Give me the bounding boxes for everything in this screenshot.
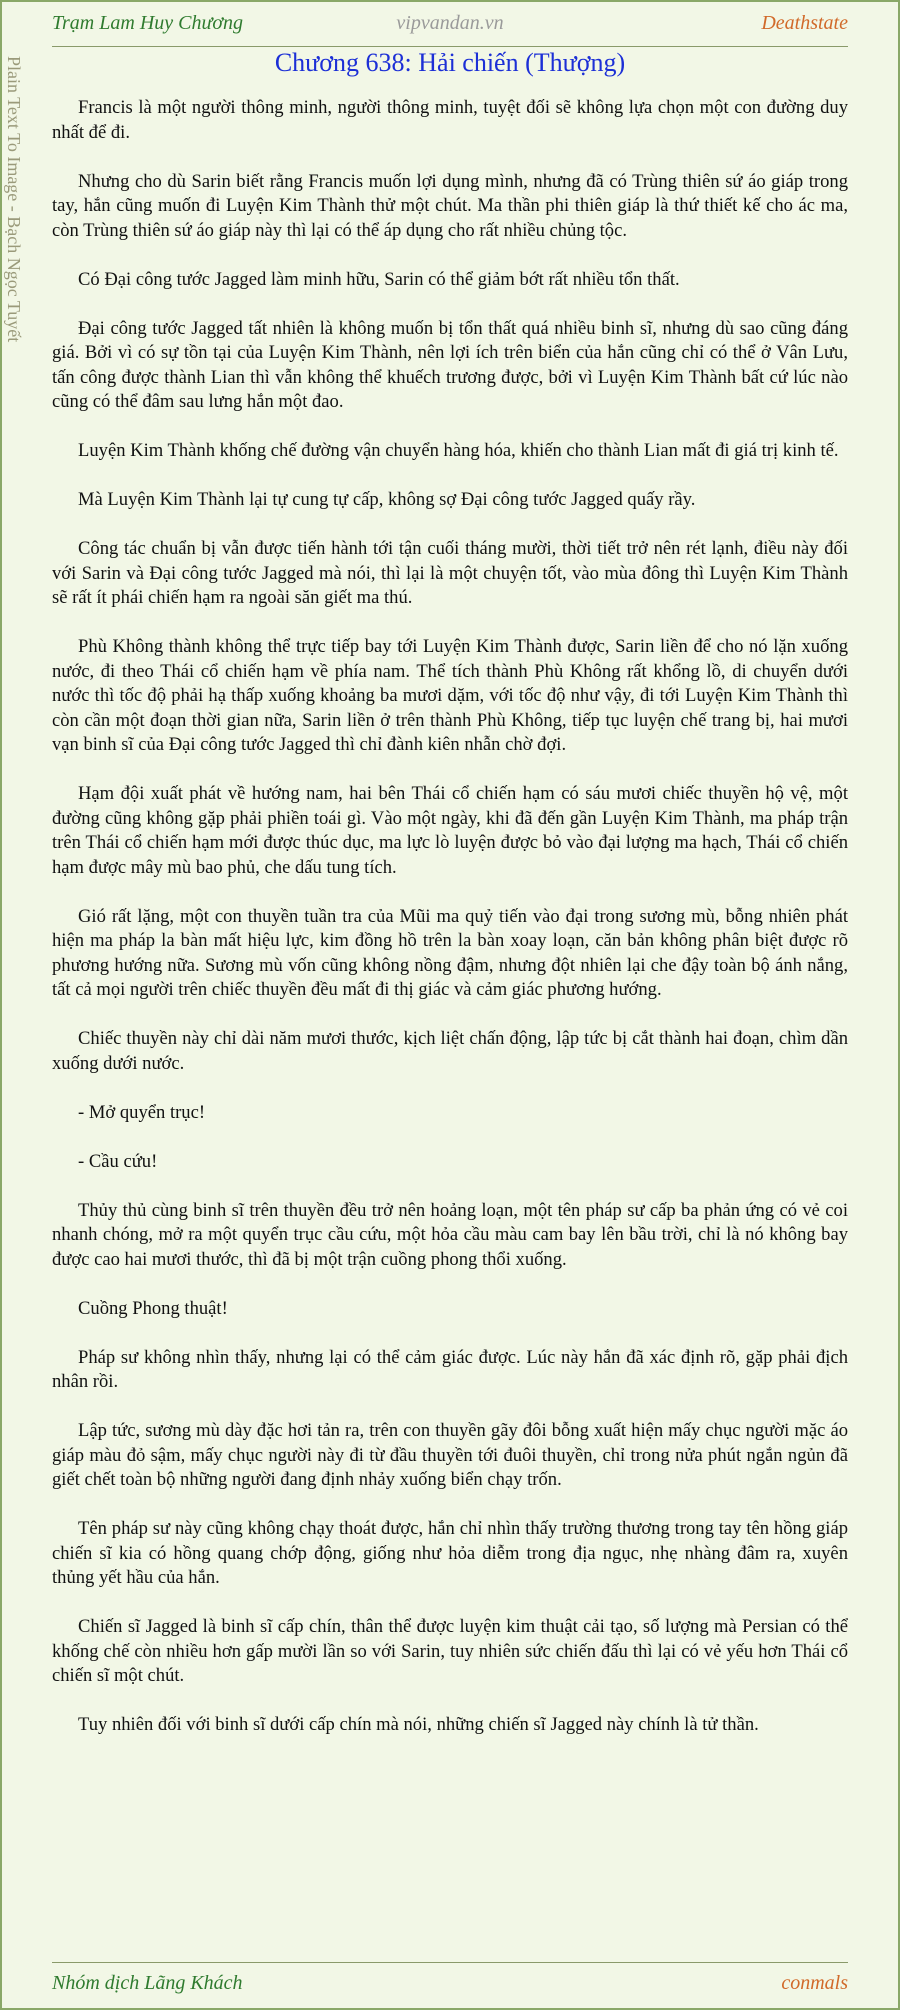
paragraph: Công tác chuẩn bị vẫn được tiến hành tới tận cuối tháng mười, thời tiết trở nên rét lạnh, điều này đối với Sarin và Đại công tước Jagged mà nói, thì lại là một chuyện tốt, vào mùa đông thì Luyện Kim Thành sẽ rất ít phái chiến hạm ra ngoài săn giết ma thú.: [52, 538, 848, 608]
sidebar-watermark: [2, 56, 46, 436]
paragraph: Pháp sư không nhìn thấy, nhưng lại có thể cảm giác được. Lúc này hắn đã xác định rõ, gặp phải địch nhân rồi.: [52, 1346, 848, 1392]
paragraph: Chiếc thuyền này chỉ dài năm mươi thước, kịch liệt chấn động, lập tức bị cắt thành hai đoạn, chìm dần xuống dưới nước.: [52, 1028, 848, 1074]
paragraph: Gió rất lặng, một con thuyền tuần tra của Mũi ma quỷ tiến vào đại trong sương mù, bỗng nhiên phát hiện ma pháp la bàn mất hiệu lực, kim đồng hồ trên la bàn xoay loạn, căn bản không phân biệt được rõ phương hướng nữa. Sương mù vốn cũng không nồng đậm, nhưng đột nhiên lại che đậy toàn bộ ánh nắng, tất cả mọi người trên chiếc thuyền đều mất đi thị giác và cảm giác phương hướng.: [52, 905, 848, 1000]
footer-editor: conmals: [781, 1972, 848, 1994]
paragraph: Đại công tước Jagged tất nhiên là không muốn bị tổn thất quá nhiều binh sĩ, nhưng dù sao cũng đáng giá. Bởi vì có sự tồn tại của Luyện Kim Thành, nên lợi ích trên biển của hắn cũng chỉ có thể ở Vân Lưu, tấn công được thành Lian thì vẫn không thể khuếch trương được, bởi vì Luyện Kim Thành bất cứ lúc nào cũng có thể đâm sau lưng hắn một đao.: [52, 317, 848, 412]
paragraph: Francis là một người thông minh, người thông minh, tuyệt đối sẽ không lựa chọn một con đường duy nhất để đi.: [52, 97, 848, 143]
paragraph: Phù Không thành không thể trực tiếp bay tới Luyện Kim Thành được, Sarin liền để cho nó lặn xuống nước, đi theo Thái cổ chiến hạm về phía nam. Thể tích thành Phù Không rất khổng lồ, di chuyển dưới nước thì tốc độ phải hạ thấp xuống khoảng ba mươi dặm, với tốc độ như vậy, đi tới Luyện Kim Thành thì còn cần một đoạn thời gian nữa, Sarin liền ở trên thành Phù Không, tiếp tục luyện chế trang bị, hai mươi vạn binh sĩ của Đại công tước Jagged thì chỉ đành kiên nhẫn chờ đợi.: [52, 636, 848, 755]
page-footer: [52, 1962, 848, 2002]
paragraph: Lập tức, sương mù dày đặc hơi tản ra, trên con thuyền gãy đôi bỗng xuất hiện mấy chục người mặc áo giáp màu đỏ sậm, mấy chục người này đi từ đầu thuyền tới đuôi thuyền, chỉ trong nửa phút ngắn ngủn đã giết chết toàn bộ những người đang định nhảy xuống biển chạy trốn.: [52, 1420, 848, 1490]
paragraph: Chiến sĩ Jagged là binh sĩ cấp chín, thân thể được luyện kim thuật cải tạo, số lượng mà Persian có thể khống chế còn nhiều hơn gấp mười lần so với Sarin, tuy nhiên sức chiến đấu thì lại có vẻ yếu hơn Thái cổ chiến sĩ một chút.: [52, 1616, 848, 1686]
paragraph: - Cầu cứu!: [78, 1150, 158, 1172]
paragraph: Nhưng cho dù Sarin biết rằng Francis muốn lợi dụng mình, nhưng đã có Trùng thiên sứ áo giáp trong tay, hắn cũng muốn đi Luyện Kim Thành thử một chút. Ma thần phi thiên giáp là thứ thiết kế cho ác ma, còn Trùng thiên sứ áo giáp này thì lại có thể áp dụng cho rất nhiều chủng tộc.: [52, 170, 848, 241]
footer-translator-group: Nhóm dịch Lãng Khách: [52, 1972, 243, 1994]
paragraph: Thủy thủ cùng binh sĩ trên thuyền đều trở nên hoảng loạn, một tên pháp sư cấp ba phản ứng có vẻ coi nhanh chóng, mở ra một quyển trục cầu cứu, một hỏa cầu màu cam bay lên bầu trời, chỉ là nó không bay được cao hai mươi thước, thì đã bị một trận cuồng phong thổi xuống.: [52, 1199, 848, 1270]
header-site-name: Trạm Lam Huy Chương: [52, 12, 244, 34]
chapter-title: Chương 638: Hải chiến (Thượng): [274, 48, 626, 77]
paragraph: Hạm đội xuất phát về hướng nam, hai bên Thái cổ chiến hạm có sáu mươi chiếc thuyền hộ vệ, một đường cũng không gặp phải phiền toái gì. Vào một ngày, khi đã đến gần Luyện Kim Thành, ma pháp trận trên Thái cổ chiến hạm mới được thúc dục, ma lực lò luyện được bỏ vào đại lượng ma hạch, Thái cổ chiến hạm được mây mù bao phủ, che dấu tung tích.: [52, 783, 848, 878]
header-author: Deathstate: [761, 12, 848, 34]
paragraph: Tên pháp sư này cũng không chạy thoát được, hắn chỉ nhìn thấy trường thương trong tay tên hồng giáp chiến sĩ kia có hồng quang chớp động, giống như hỏa diễm trong địa ngục, nhẹ nhàng đâm ra, xuyên thủng yết hầu của hắn.: [52, 1518, 848, 1588]
paragraph: Tuy nhiên đối với binh sĩ dưới cấp chín mà nói, những chiến sĩ Jagged này chính là tử thần.: [78, 1714, 759, 1735]
paragraph: Có Đại công tước Jagged làm minh hữu, Sarin có thể giảm bớt rất nhiều tổn thất.: [78, 268, 680, 290]
header-website: vipvandan.vn: [396, 12, 504, 34]
paragraph: Mà Luyện Kim Thành lại tự cung tự cấp, không sợ Đại công tước Jagged quấy rầy.: [78, 489, 696, 510]
paragraph: Luyện Kim Thành khống chế đường vận chuyển hàng hóa, khiến cho thành Lian mất đi giá trị kinh tế.: [78, 440, 839, 461]
paragraph: Cuồng Phong thuật!: [78, 1297, 228, 1319]
page-header: [52, 10, 848, 47]
chapter-body: [52, 96, 848, 1762]
paragraph: - Mở quyển trục!: [78, 1101, 206, 1123]
sidebar-watermark-text: Plain Text To Image - Bạch Ngọc Tuyết: [4, 56, 24, 343]
